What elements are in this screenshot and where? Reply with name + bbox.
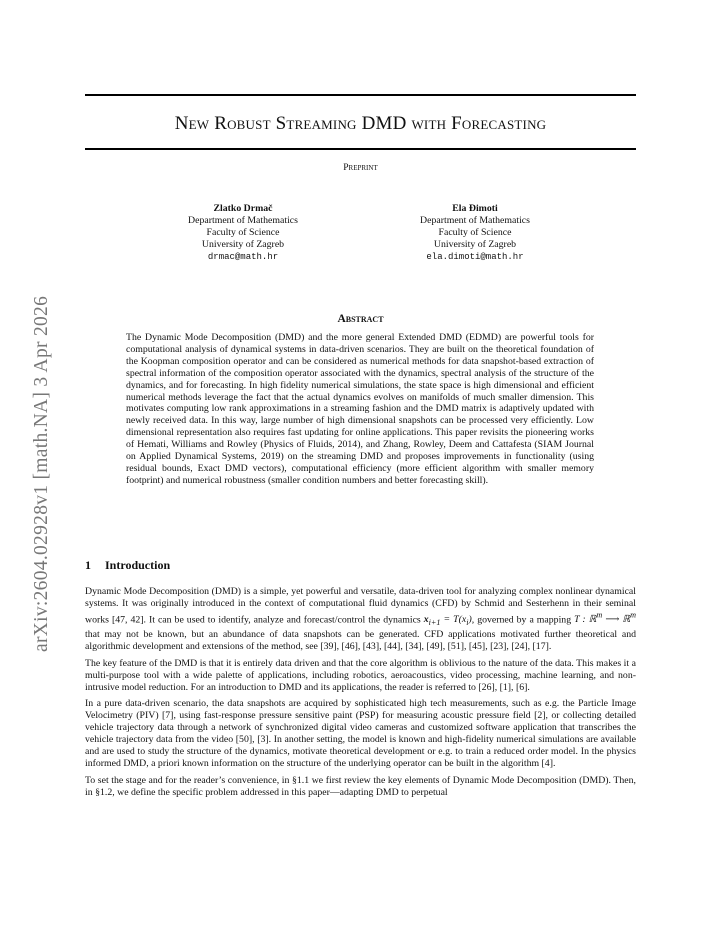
math-symbol: x <box>423 614 429 626</box>
math-superscript: m <box>630 610 637 620</box>
section-number: 1 <box>85 558 91 572</box>
author-affiliation: University of Zagreb <box>433 239 517 250</box>
paragraph-text: , governed by a mapping <box>471 614 575 626</box>
paragraph <box>85 586 636 653</box>
math-inline <box>574 610 637 626</box>
math-inline <box>423 614 472 628</box>
math-superscript: m <box>596 610 603 620</box>
title-rule-bottom <box>85 148 636 150</box>
abstract-text: The Dynamic Mode Decomposition (DMD) and the more general Extended DMD (EDMD) are powerful tools for computational analysis of dynamical systems in data-driven scenarios. They are built on the theoretical foundation of the Koopman composition operator and can be considered as numerical methods for data snapshot-based extraction of spectral information of the composition operator associated with the dynamics, spectral analysis of the structure of the dynamics, and for forecasting. In high fidelity numerical simulations, the state space is high dimensional and efficient numerical methods leverage the fact that the actual dynamics evolves on manifolds of much smaller dimension. This motivates computing low rank approximations in a streaming fashion and the DMD matrix is adaptively updated with newly received data. In this way, large number of high dimensional snapshots can be processed very efficiently. Low dimensional representation also requires fast updating for online applications. This paper revisits the pioneering works of Hemati, Williams and Rowley (Physics of Fluids, 2014), and Zhang, Rowley, Deem and Cattafesta (SIAM Journal on Applied Dynamical Systems, 2019) on the streaming DMD and proposes improvements in functionality (using residual bounds, Exact DMD vectors), computational efficiency (more efficient algorithm with smaller memory footprint) and numerical robustness (smaller condition numbers and better forecasting skill). <box>126 332 594 486</box>
author-email: ela.dimoti@math.hr <box>426 252 524 262</box>
author-block <box>375 203 575 263</box>
author-email: drmac@math.hr <box>207 252 279 262</box>
author-affiliation: University of Zagreb <box>201 239 285 250</box>
paper-title: New Robust Streaming DMD with Forecasting <box>174 113 547 134</box>
paragraph: The key feature of the DMD is that it is entirely data driven and that the core algorithm is oblivious to the nature of the data. This makes it a multi-purpose tool with a wide palette of applications, including robotics, aeroacoustics, video processing, machine learning, and non-intrusive model reduction. For an introduction to DMD and its applications, the reader is referred to [26], [1], [6]. <box>85 657 636 693</box>
math-subscript: i+1 <box>428 618 441 628</box>
author-block <box>143 203 343 263</box>
section-heading <box>85 558 170 573</box>
section-title: Introduction <box>105 558 171 572</box>
author-name: Zlatko Drmač <box>213 203 273 214</box>
author-affiliation: Faculty of Science <box>206 227 280 238</box>
paragraph: To set the stage and for the reader’s convenience, in §1.1 we first review the key elements of Dynamic Mode Decomposition (DMD). Then, in §1.2, we define the specific problem addressed in this paper—adapting DMD to perpetual <box>85 774 636 798</box>
sidebar-arxiv-stamp <box>17 252 52 652</box>
paragraph: In a pure data-driven scenario, the data snapshots are acquired by sophisticated high tech measurements, such as e.g. the Particle Image Velocimetry (PIV) [7], using fast-response pressure sensitive paint (PSP) for measuring acoustic pressure field [2], or collecting detailed vehicle trajectory data through a network of synchronized digital video cameras and customized software application that transcribes the vehicle trajectory data from the video [50], [3]. In another setting, the model is known and high-fidelity numerical simulations are available and are used to study the structure of the dynamics, motivate theoretical development or e.g. to train a reduced order model. In the physics informed DMD, a priori known information on the structure of the underlying operator can be built in the algorithm [4]. <box>85 698 636 769</box>
math-symbol: T : ℝ <box>574 614 597 626</box>
author-affiliation: Faculty of Science <box>438 227 512 238</box>
math-symbol: = T(x <box>440 614 467 626</box>
math-symbol: ) <box>468 614 472 626</box>
author-name: Ela Đimoti <box>452 203 498 214</box>
paragraph-text: Dynamic Mode Decomposition (DMD) is a simple, yet powerful and versatile, data-driven tool for analyzing complex nonlinear dynamical systems. It was originally introduced in the context of computational fluid dynamics (CFD) by Schmid and Sesterhenn in their seminal works [47, 42]. It can be used to identify, analyze and forecast/control the dynamics <box>85 586 636 626</box>
paragraph-text: that may not be known, but an abundance of data snapshots can be generated. CFD applications motivated further theoretical and algorithmic development and extensions of the method, see [39], [46], [43], [44], [34], [49], [51], [45], [23], [24], [17]. <box>85 628 636 652</box>
preprint-label: Preprint <box>343 163 378 173</box>
author-affiliation: Department of Mathematics <box>420 215 530 226</box>
abstract-heading: Abstract <box>337 313 384 325</box>
math-subscript: i <box>466 618 469 628</box>
math-symbol: ⟶ ℝ <box>602 614 631 626</box>
author-affiliation: Department of Mathematics <box>188 215 298 226</box>
section-body <box>85 586 636 804</box>
title-rule-top <box>85 94 636 96</box>
arxiv-identifier: arXiv:2604.02928v1 [math.NA] 3 Apr 2026 <box>31 295 52 652</box>
